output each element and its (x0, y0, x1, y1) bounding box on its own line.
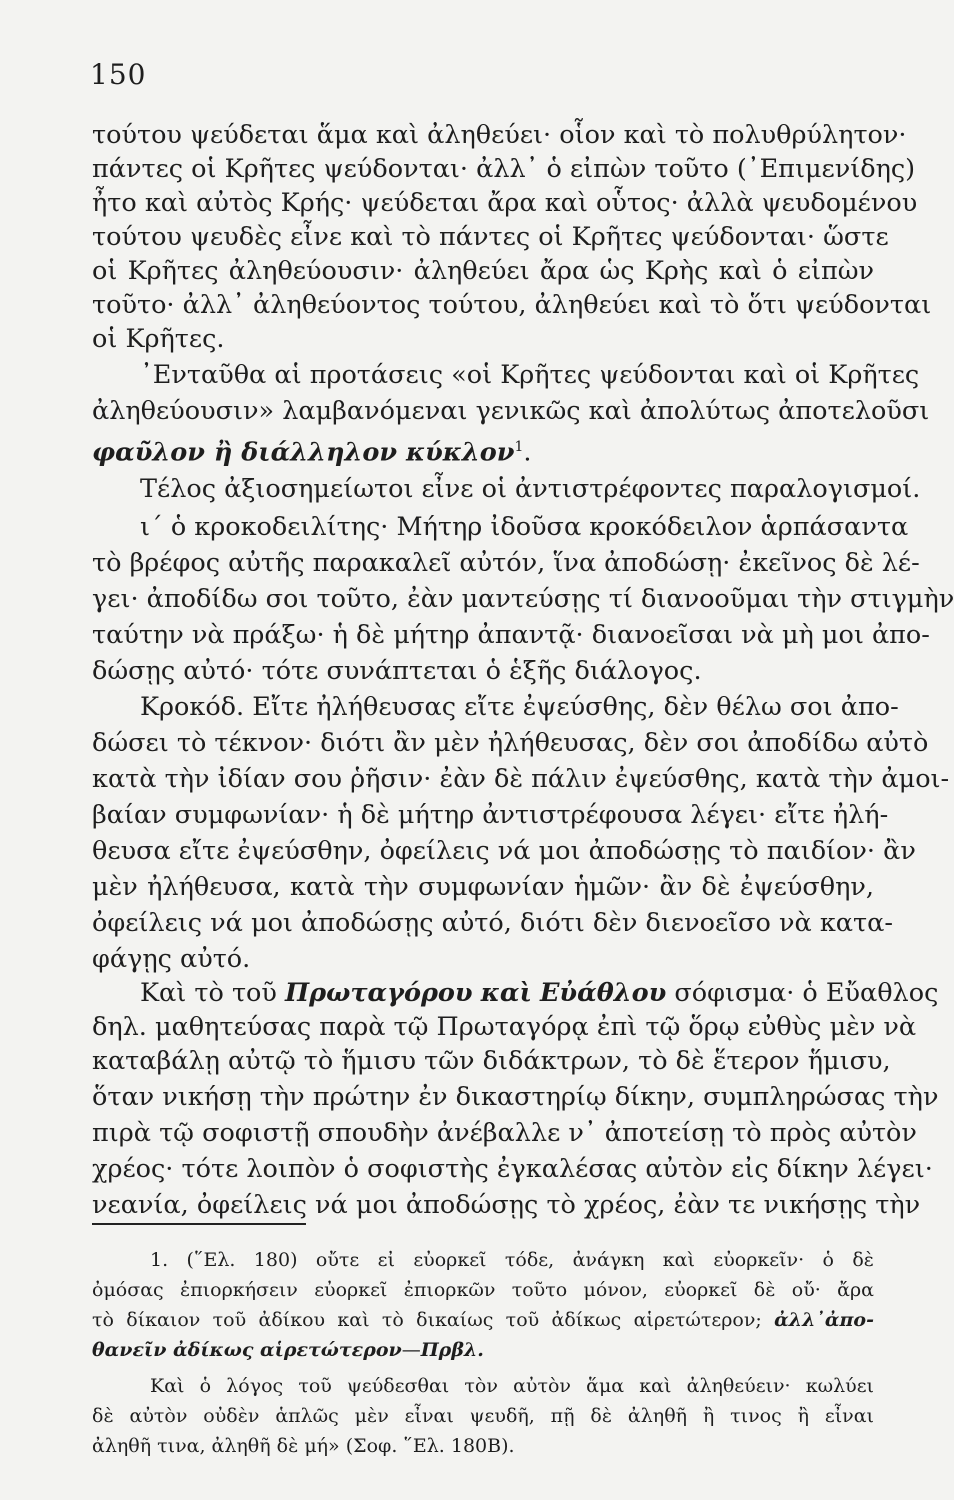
text-line: τούτου ψεύδεται ἅμα καὶ ἀληθεύει· οἷον καὶ τὸ πολυθρύλητον· (92, 120, 907, 150)
footnote-line: 1. (῞Ελ. 180) οὔτε εἰ εὐορκεῖ τόδε, ἀνάγκη καὶ εὐορκεῖν· ὁ δὲ (150, 1249, 874, 1271)
emphasis-tail: . (523, 437, 532, 468)
footnote-line: ὀμόσας ἐπιορκήσειν εὐορκεῖ ἐπιορκῶν τοῦτο μόνον, εὐορκεῖ δὲ οὔ· ἄρα (92, 1279, 874, 1301)
text-line: κατὰ τὴν ἰδίαν σου ῥῆσιν· ἐὰν δὲ πάλιν ἐψεύσθης, κατὰ τὴν ἀμοι- (92, 764, 950, 794)
footnote-line: δὲ αὐτὸν οὐδὲν ἁπλῶς μὲν εἶναι ψευδῆ, πῇ δὲ ἀληθῆ ἢ τινος ἢ εἶναι (92, 1405, 874, 1427)
sophism-joiner: καὶ (480, 978, 532, 1008)
text-line: ι΄ ὁ κροκοδειλίτης· Μήτηρ ἰδοῦσα κροκόδειλον ἁρπάσαντα (140, 512, 909, 542)
text-line: τοῦτο· ἀλλ᾽ ἀληθεύοντος τούτου, ἀληθεύει καὶ τὸ ὅτι ψεύδονται (92, 290, 932, 320)
text-line: τούτου ψευδὲς εἶνε καὶ τὸ πάντες οἱ Κρῆτες ψεύδονται· ὥστε (92, 222, 889, 252)
text-line: γει· ἀποδίδω σοι τοῦτο, ἐὰν μαντεύσῃς τί διανοοῦμαι τὴν στιγμὴν (92, 584, 954, 614)
sophism-name-protagoras: Πρωταγόρου (285, 978, 473, 1008)
sophism-lead: Καὶ τὸ τοῦ (140, 978, 277, 1008)
footnote-text: τὸ δίκαιον τοῦ ἀδίκου καὶ τὸ δικαίως τοῦ ἀδίκως αἱρετώτερον; (92, 1309, 762, 1331)
footnote-italic-a: ἀλλ᾽ἀπο- (774, 1309, 874, 1331)
text-line: ὅταν νικήσῃ τὴν πρώτην ἐν δικαστηρίῳ δίκην, συμπληρώσας τὴν (92, 1082, 939, 1112)
footnote-line: ἀληθῆ τινα, ἀληθῆ δὲ μή» (Σοφ. ῞Ελ. 180Β). (92, 1435, 515, 1457)
text-line: θευσα εἴτε ἐψεύσθην, ὀφείλεις νά μοι ἀποδώσῃς τὸ παιδίον· ἂν (92, 836, 916, 866)
text-line: Τέλος ἀξιοσημείωτοι εἶνε οἱ ἀντιστρέφοντες παραλογισμοί. (140, 474, 921, 504)
emphasis-line (92, 430, 874, 470)
text-line: οἱ Κρῆτες. (92, 324, 225, 354)
text-line: δώσει τὸ τέκνον· διότι ἂν μὲν ἠλήθευσας, δὲν σοι ἀποδίδω αὐτὸ (92, 728, 929, 758)
footnote-ref: Πρβλ. (420, 1339, 484, 1361)
text-line: τὸ βρέφος αὐτῆς παρακαλεῖ αὐτόν, ἵνα ἀποδώσῃ· ἐκεῖνος δὲ λέ- (92, 548, 920, 578)
text-line: νεανία, ὀφείλεις νά μοι ἀποδώσῃς τὸ χρέος, ἐὰν τε νικήσῃς τὴν (92, 1190, 921, 1220)
text-line: χρέος· τότε λοιπὸν ὁ σοφιστὴς ἐγκαλέσας αὐτὸν εἰς δίκην λέγει· (92, 1154, 933, 1184)
text-line: πάντες οἱ Κρῆτες ψεύδονται· ἀλλ᾽ ὁ εἰπὼν τοῦτο (᾽Επιμενίδης) (92, 154, 916, 184)
footnote-line: Καὶ ὁ λόγος τοῦ ψεύδεσθαι τὸν αὐτὸν ἅμα καὶ ἀληθεύειν· κωλύει (150, 1375, 874, 1397)
text-line: πιρὰ τῷ σοφιστῇ σπουδὴν ἀνέβαλλε ν᾽ ἀποτείσῃ τὸ πρὸς αὐτὸν (92, 1118, 917, 1148)
text-line: ὀφείλεις νά μοι ἀποδώσῃς αὐτό, διότι δὲν διενοεῖσο νὰ κατα- (92, 908, 893, 938)
footnote-dash: — (401, 1339, 421, 1361)
footnote-line (92, 1336, 874, 1364)
footnote-line (92, 1306, 874, 1334)
page-number: 150 (90, 58, 147, 91)
text-line: μὲν ἠλήθευσα, κατὰ τὴν συμφωνίαν ἡμῶν· ἂν δὲ ἐψεύσθην, (92, 872, 874, 902)
text-line: Κροκόδ. Εἴτε ἠλήθευσας εἴτε ἐψεύσθης, δὲν θέλω σοι ἀπο- (140, 692, 899, 722)
text-line: οἱ Κρῆτες ἀληθεύουσιν· ἀληθεύει ἄρα ὡς Κρὴς καὶ ὁ εἰπὼν (92, 256, 874, 286)
text-line: καταβάλῃ αὐτῷ τὸ ἥμισυ τῶν διδάκτρων, τὸ δὲ ἕτερον ἥμισυ, (92, 1046, 891, 1076)
text-line: φάγῃς αὐτό. (92, 944, 251, 974)
text-line: ᾽Ενταῦθα αἱ προτάσεις «οἱ Κρῆτες ψεύδονται καὶ οἱ Κρῆτες (140, 360, 920, 390)
text-line: βαίαν συμφωνίαν· ἡ δὲ μήτηρ ἀντιστρέφουσα λέγει· εἴτε ἠλή- (92, 800, 889, 830)
sophism-name-euathlus: Εὐάθλου (539, 978, 667, 1008)
text-line: ἦτο καὶ αὐτὸς Κρής· ψεύδεται ἄρα καὶ οὗτος· ἀλλὰ ψευδομένου (92, 188, 918, 218)
sophism-tail: σόφισμα· ὁ Εὔαθλος (674, 978, 939, 1008)
text-line: δηλ. μαθητεύσας παρὰ τῷ Πρωταγόρᾳ ἐπὶ τῷ ὅρῳ εὐθὺς μὲν νὰ (92, 1012, 917, 1042)
footnote-rule (92, 1223, 306, 1225)
emphasis-phrase: φαῦλον ἢ διάλληλον κύκλον (92, 437, 515, 468)
text-line: ἀληθεύουσιν» λαμβανόμεναι γενικῶς καὶ ἀπολύτως ἀποτελοῦσι (92, 396, 930, 426)
footnote-italic-b: θανεῖν ἀδίκως αἱρετώτερον (92, 1339, 402, 1361)
text-line: δώσῃς αὐτό· τότε συνάπτεται ὁ ἑξῆς διάλογος. (92, 656, 702, 686)
text-line: ταύτην νὰ πράξω· ἡ δὲ μήτηρ ἀπαντᾷ· διανοεῖσαι νὰ μὴ μοι ἀπο- (92, 620, 930, 650)
sophism-line (92, 976, 939, 1010)
footnote-mark: 1 (514, 439, 524, 455)
